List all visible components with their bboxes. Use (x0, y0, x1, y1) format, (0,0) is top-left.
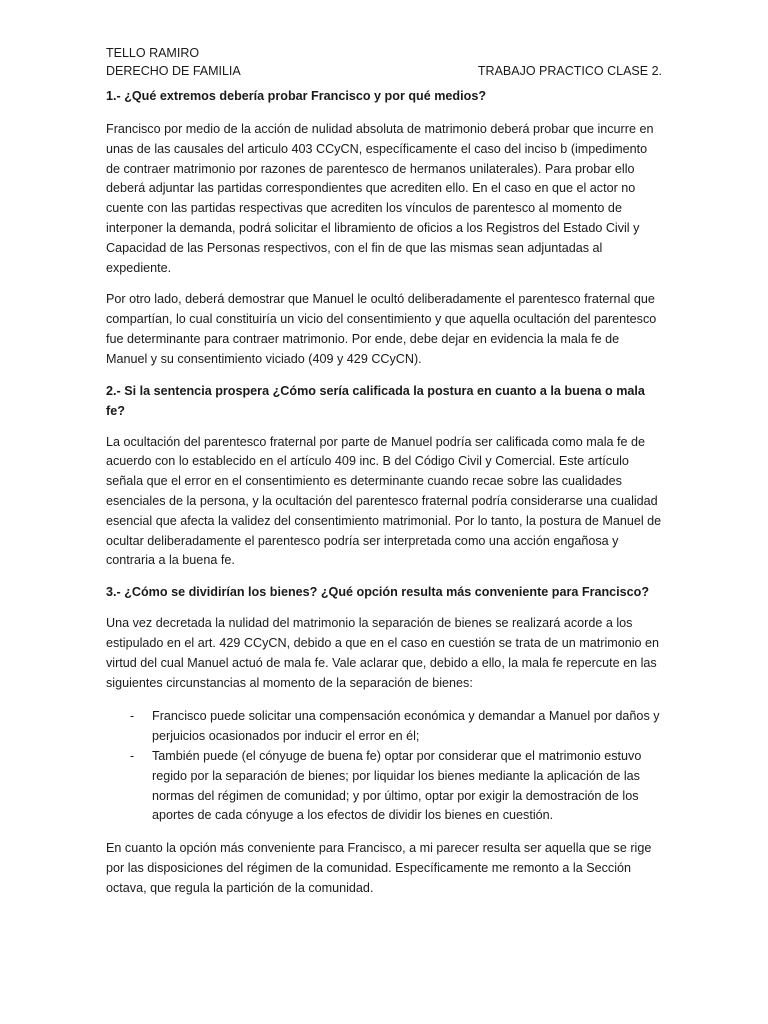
document-header (106, 44, 662, 80)
list-item-text: Francisco puede solicitar una compensación económica y demandar a Manuel por daños y perjuicios ocasionados por inducir el error en él; (152, 709, 660, 744)
question-3-heading: 3.- ¿Cómo se dividirían los bienes? ¿Qué opción resulta más conveniente para Francisco? (106, 585, 650, 600)
list-item (106, 747, 662, 826)
list-dash-marker: - (130, 709, 135, 724)
subject-name: DERECHO DE FAMILIA (106, 64, 241, 78)
list-item-text: También puede (el cónyuge de buena fe) optar por considerar que el matrimonio estuvo regido por la separación de bienes; por liquidar los bienes mediante la aplicación de las normas del régimen de comunidad; y por último, optar por exigir la demostración de los aportes de cada cónyuge a los efectos de dividir los bienes en cuestión. (152, 748, 642, 823)
answer-3-paragraph-1: Una vez decretada la nulidad del matrimonio la separación de bienes se realizará acorde a los estipulado en el art. 429 CCyCN, debido a que en el caso en cuestión se trata de un matrimonio en virtud del cual Manuel actuó de mala fe. Vale aclarar que, debido a ello, la mala fe repercute en las siguientes circunstancias al momento de la separación de bienes: (106, 616, 660, 690)
answer-3-closing-paragraph: En cuanto la opción más conveniente para Francisco, a mi parecer resulta ser aquella que se rige por las disposiciones del régimen de la comunidad. Específicamente me remonto a la Sección octava, que regula la partición de la comunidad. (106, 841, 652, 895)
answer-1-paragraph-1: Francisco por medio de la acción de nulidad absoluta de matrimonio deberá probar que incurre en unas de las causales del articulo 403 CCyCN, específicamente el caso del inciso b (impedimento de contraer matrimonio por razones de parentesco de hermanos unilaterales). Para probar ello deberá adjuntar las partidas correspondientes que acrediten ello. En el caso en que el actor no cuente con las partidas respectivas que acrediten los vínculos de parentesco al momento de interponer la demanda, podrá solicitar el libramiento de oficios a los Registros del Estado Civil y Capacidad de las Personas respectivos, con el fin de que las mismas sean adjuntadas al expediente. (106, 122, 654, 275)
author-name: TELLO RAMIRO (106, 46, 200, 60)
header-row (106, 62, 662, 80)
consequences-list (106, 707, 662, 826)
question-2-heading: 2.- Si la sentencia prospera ¿Cómo sería calificada la postura en cuanto a la buena o mala fe? (106, 383, 645, 418)
list-item (106, 707, 662, 747)
question-1-heading: 1.- ¿Qué extremos debería probar Francisco y por qué medios? (106, 89, 487, 103)
list-dash-marker: - (130, 748, 135, 763)
answer-2-paragraph-1: La ocultación del parentesco fraternal por parte de Manuel podría ser calificada como mala fe de acuerdo con lo establecido en el artículo 409 inc. B del Código Civil y Comercial. Este artículo señala que el error en el consentimiento es determinante cuando recae sobre las cualidades esenciales de la persona, y la ocultación del parentesco fraternal podría considerarse una cualidad esencial que afecta la validez del consentimiento matrimonial. Por lo tanto, la postura de Manuel de ocultar deliberadamente el parentesco podría ser interpretada como una acción engañosa y contraria a la buena fe. (106, 434, 662, 568)
assignment-title: TRABAJO PRACTICO CLASE 2. (477, 64, 662, 78)
answer-1-paragraph-2: Por otro lado, deberá demostrar que Manuel le ocultó deliberadamente el parentesco fraternal que compartían, lo cual constituiría un vicio del consentimiento y que aquella ocultación del parentesco fue determinante para contraer matrimonio. Por ende, debe dejar en evidencia la mala fe de Manuel y su consentimiento viciado (409 y 429 CCyCN). (106, 292, 657, 366)
